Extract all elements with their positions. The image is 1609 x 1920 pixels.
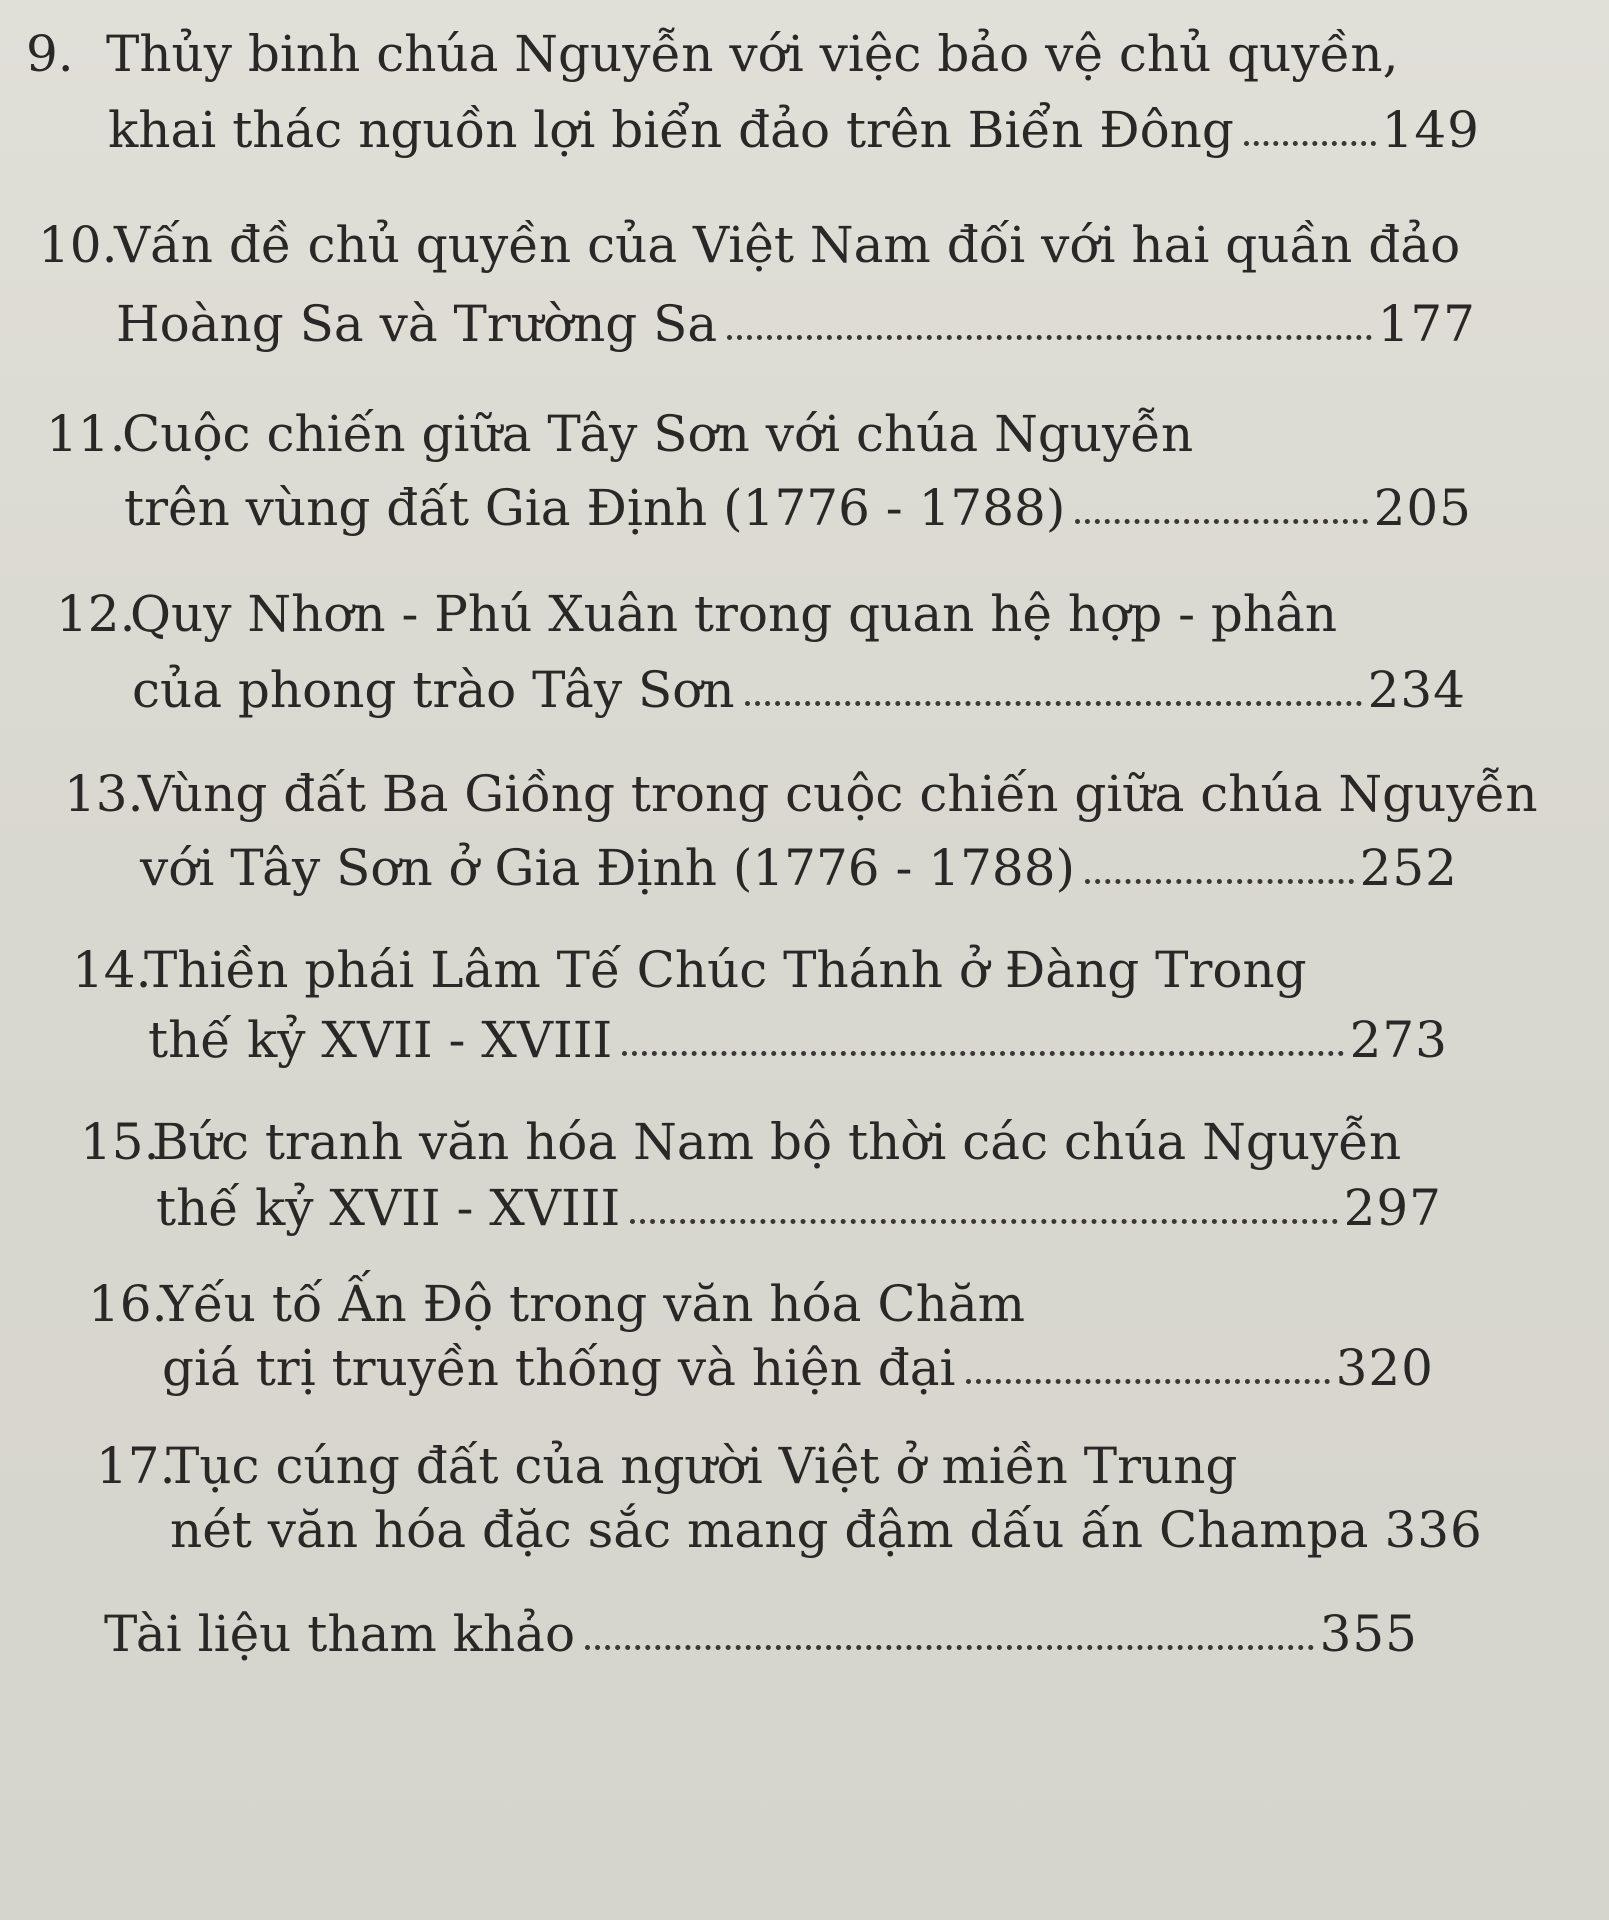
dot-leader [1075, 519, 1367, 524]
entry-title-line2-row [162, 1338, 1434, 1398]
entry-title-line1: Cuộc chiến giữa Tây Sơn với chúa Nguyễn [122, 405, 1194, 463]
entry-title-line2: thế kỷ XVII - XVIII [148, 1011, 613, 1069]
entry-title-line2-row [116, 294, 1476, 354]
entry-title-line2: nét văn hóa đặc sắc mang đậm dấu ấn Champa [170, 1501, 1369, 1559]
entry-title-line2-row [148, 1010, 1448, 1070]
entry-number: 11. [46, 405, 126, 463]
entry-title-line1: Bức tranh văn hóa Nam bộ thời các chúa Nguyễn [152, 1113, 1402, 1171]
references-page-number: 355 [1319, 1605, 1418, 1663]
entry-title-line2-row [170, 1500, 1483, 1560]
dot-leader [585, 1645, 1313, 1650]
entry-title-line2: của phong trào Tây Sơn [132, 661, 735, 719]
entry-title-line2-row [140, 838, 1458, 898]
dot-leader [1085, 879, 1354, 884]
entry-title-line1: Tục cúng đất của người Việt ở miền Trung [166, 1437, 1238, 1495]
entry-number: 14. [72, 941, 152, 999]
dot-leader [745, 701, 1362, 706]
entry-number: 15. [80, 1113, 160, 1171]
dot-leader [727, 335, 1371, 340]
entry-title-line1: Vùng đất Ba Giồng trong cuộc chiến giữa chúa Nguyễn [138, 765, 1538, 823]
entry-page-number: 273 [1349, 1011, 1448, 1069]
entry-page-number: 234 [1367, 661, 1466, 719]
entry-page-number: 177 [1377, 295, 1476, 353]
entry-page-number: 205 [1373, 479, 1472, 537]
entry-title-line2: Hoàng Sa và Trường Sa [116, 295, 718, 353]
entry-page-number: 149 [1381, 101, 1480, 159]
entry-number: 10. [38, 216, 118, 274]
entry-title-line2-row [108, 100, 1480, 160]
entry-number: 13. [64, 765, 144, 823]
entry-title-line2: thế kỷ XVII - XVIII [156, 1179, 621, 1237]
dot-leader [630, 1219, 1337, 1224]
entry-title-line1: Thiền phái Lâm Tế Chúc Thánh ở Đàng Trong [144, 941, 1307, 999]
entry-title-line2-row [156, 1178, 1442, 1238]
entry-page-number: 297 [1343, 1179, 1442, 1237]
references-row [104, 1604, 1418, 1664]
entry-title-line1: Quy Nhơn - Phú Xuân trong quan hệ hợp - phân [130, 585, 1338, 643]
entry-title-line1: Vấn đề chủ quyền của Việt Nam đối với hai quần đảo [114, 216, 1461, 274]
entry-page-number: 320 [1335, 1339, 1434, 1397]
entry-page-number: 252 [1359, 839, 1458, 897]
entry-number: 17. [96, 1437, 176, 1495]
entry-title-line2: khai thác nguồn lợi biển đảo trên Biển Đông [108, 101, 1234, 159]
entry-title-line2-row [132, 660, 1466, 720]
entry-title-line1: Yếu tố Ấn Độ trong văn hóa Chăm [160, 1275, 1026, 1333]
entry-title-line2: giá trị truyền thống và hiện đại [162, 1339, 956, 1397]
entry-number: 9. [26, 25, 74, 83]
entry-number: 12. [56, 585, 136, 643]
entry-title-line2-row [124, 478, 1472, 538]
entry-title-line2: với Tây Sơn ở Gia Định (1776 - 1788) [140, 839, 1076, 897]
entry-page-number: 336 [1384, 1501, 1483, 1559]
entry-number: 16. [88, 1275, 168, 1333]
dot-leader [622, 1051, 1343, 1056]
entry-title-line2: trên vùng đất Gia Định (1776 - 1788) [124, 479, 1066, 537]
entry-title-line1: Thủy binh chúa Nguyễn với việc bảo vệ chủ quyền, [106, 25, 1399, 83]
dot-leader [966, 1379, 1330, 1384]
references-label: Tài liệu tham khảo [104, 1605, 576, 1663]
dot-leader [1244, 141, 1376, 146]
